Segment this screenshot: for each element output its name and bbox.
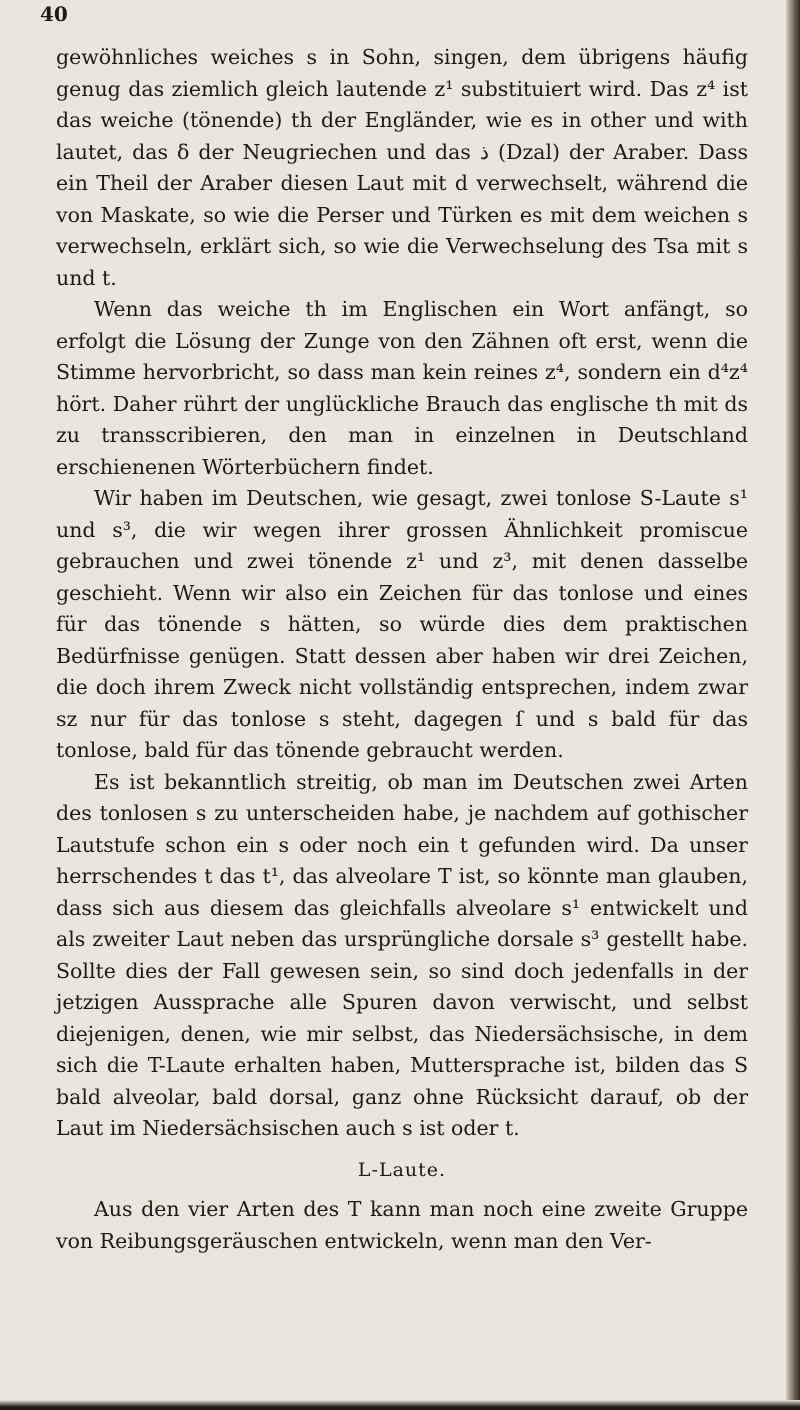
paragraph-continuation: gewöhnliches weiches s in Sohn, singen, dem übrigens häufig genug das ziemlich gleich lautende z¹ substituiert wird. Das z⁴ ist das weiche (tönende) th der Engländer, wie es in other und with lautet, das δ der Neugriechen und das ذ (Dzal) der Araber. Dass ein Theil der Araber diesen Laut mit d verwechselt, während die von Maskate, so wie die Perser und Türken es mit dem weichen s verwechseln, erklärt sich, so wie die Verwechselung des Tsa mit s und t. xyxy=(56,45,748,290)
body-text xyxy=(56,42,748,1257)
paragraph-english-th: Wenn das weiche th im Englischen ein Wort anfängt, so erfolgt die Lösung der Zunge von den Zähnen oft erst, wenn die Stimme hervorbricht, so dass man kein reines z⁴, sondern ein d⁴z⁴ hört. Daher rührt der unglückliche Brauch das englische th mit ds zu transscribieren, den man in einzelnen in Deutschland erschienenen Wörterbüchern findet. xyxy=(56,297,748,479)
page-edge-shadow xyxy=(786,0,800,1410)
paragraph-tonlose-s: Es ist bekanntlich streitig, ob man im Deutschen zwei Arten des tonlosen s zu unterscheiden habe, je nachdem auf gothischer Lautstufe schon ein s oder noch ein t gefunden wird. Da unser herrschendes t das t¹, das alveolare T ist, so könnte man glauben, dass sich aus diesem das gleichfalls alveolare s¹ entwickelt und als zweiter Laut neben das ursprüngliche dorsale s³ gestellt habe. Sollte dies der Fall gewesen sein, so sind doch jedenfalls in der jetzigen Aussprache alle Spuren davon verwischt, und selbst diejenigen, denen, wie mir selbst, das Niedersächsische, in dem sich die T-Laute erhalten haben, Muttersprache ist, bilden das S bald alveolar, bald dorsal, ganz ohne Rücksicht darauf, ob der Laut im Niedersächsischen auch s ist oder t. xyxy=(56,769,748,1140)
paragraph-s-laute: Wir haben im Deutschen, wie gesagt, zwei tonlose S-Laute s¹ und s³, die wir wegen ihrer grossen Ähnlichkeit promiscue gebrauchen und zwei tönende z¹ und z³, mit denen dasselbe geschieht. Wenn wir also ein Zeichen für das tonlose und eines für das tönende s hätten, so würde dies dem praktischen Bedürfnisse genügen. Statt dessen aber haben wir drei Zeichen, die doch ihrem Zweck nicht vollständig entsprechen, indem zwar sz nur für das tonlose s steht, dagegen ſ und s bald für das tonlose, bald für das tönende gebraucht werden. xyxy=(56,486,748,762)
section-heading: L-Laute. xyxy=(357,1158,447,1181)
paragraph-final: Aus den vier Arten des T kann man noch eine zweite Gruppe von Reibungsgeräuschen entwickeln, wenn man den Ver- xyxy=(56,1197,748,1253)
page-number: 40 xyxy=(40,2,68,26)
page-bottom-shadow xyxy=(0,1400,800,1410)
